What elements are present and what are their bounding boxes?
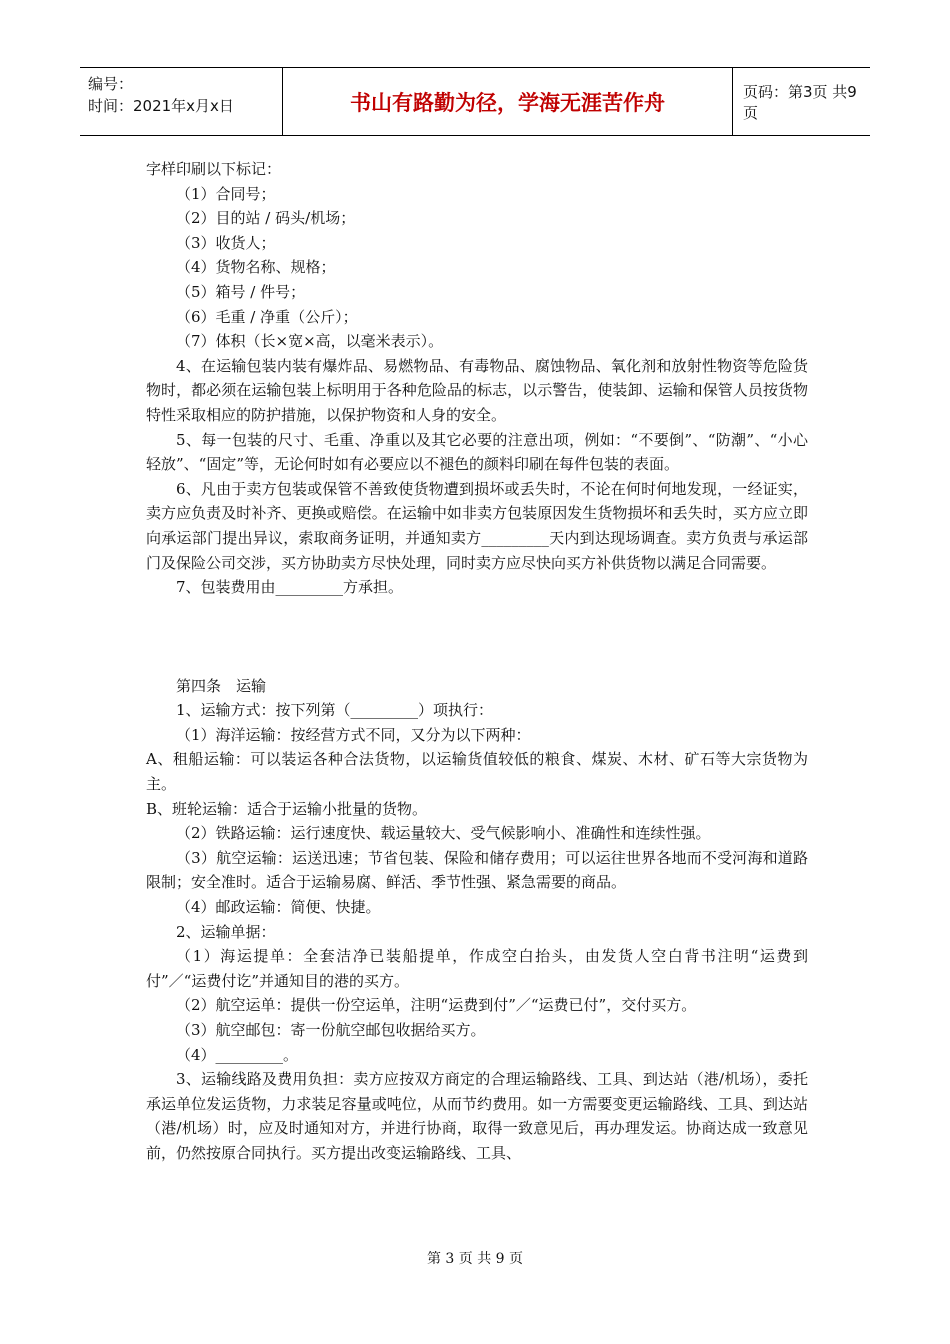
- header-page-indicator: 页码：第3页 共9页: [743, 82, 857, 122]
- list-item: （4）邮政运输：简便、快捷。: [176, 898, 381, 917]
- paragraph-packing-cost: 7、包装费用由_________方承担。: [176, 578, 404, 597]
- paragraph-route-cost: 3、运输线路及费用负担：卖方应按双方商定的合理运输路线、工具、到达站（港/机场），委托承运单位发运货物，力求装足容量或吨位，从而节约费用。如一方需要变更运输路线、工具、到达站（港/机场）时，应及时通知对方，并进行协商，取得一致意见后，再办理发运。协商达成一致意见前，仍然按原合同执行。买方提出改变运输路线、工具、: [146, 1070, 808, 1162]
- list-item: （3）航空邮包：寄一份航空邮包收据给买方。: [176, 1021, 486, 1039]
- paragraph-marking-intro: 字样印刷以下标记：: [146, 160, 282, 178]
- list-item: （3）航空运输：运送迅速；节省包装、保险和储存费用；可以运往世界各地而不受河海和道路限制；安全准时。适合于运输易腐、鲜活、季节性强、紧急需要的商品。: [146, 848, 808, 892]
- list-item: （1）海运提单：全套洁净已装船提单，作成空白抬头，由发货人空白背书注明“运费到付”／“运费付讫”并通知目的港的买方。: [146, 947, 808, 990]
- paragraph-package-marking: 5、每一包装的尺寸、毛重、净重以及其它必要的注意出项，例如：“不要倒”、“防潮”、“小心轻放”、“固定”等，无论何时如有必要应以不褪色的颜料印刷在每件包装的表面。: [146, 430, 808, 474]
- list-item: （6）毛重 / 净重（公斤）；: [176, 307, 358, 326]
- document-date-label: 时间：2021年x月x日: [88, 97, 234, 115]
- list-item: （2）目的站 / 码头/机场；: [176, 209, 356, 228]
- header-meta: [80, 68, 283, 135]
- article-heading-transport: 第四条 运输: [176, 676, 267, 695]
- paragraph-dangerous-goods: 4、在运输包装内装有爆炸品、易燃物品、有毒物品、腐蚀物品、氧化剂和放射性物资等危险货物时，都必须在运输包装上标明用于各种危险品的标志，以示警告，使装卸、运输和保管人员按货物特性采取相应的防护措施，以保护物资和人身的安全。: [146, 356, 808, 424]
- list-item: （5）箱号 / 件号；: [176, 282, 306, 301]
- header-motto: 书山有路勤为径，学海无涯苦作舟: [283, 68, 733, 135]
- document-number-label: 编号：: [88, 75, 134, 93]
- paragraph-damage-liability: 6、凡由于卖方包装或保管不善致使货物遭到损坏或丢失时，不论在何时何地发现，一经证实，卖方应负责及时补齐、更换或赔偿。在运输中如非卖方包装原因发生货物损坏和丢失时，买方应立即向承运部门提出异议，索取商务证明，并通知卖方_________天内到达现场调查。卖方负责与承运部门及保险公司交涉，买方协助卖方尽快处理，同时卖方应尽快向买方补供货物以满足合同需要。: [146, 479, 808, 572]
- list-item: （1）合同号；: [176, 184, 276, 203]
- paragraph-transport-documents: 2、运输单据：: [176, 922, 276, 941]
- page-footer: 第 3 页 共 9 页: [426, 1251, 524, 1267]
- list-item: （2）航空运单：提供一份空运单，注明“运费到付”／“运费已付”，交付买方。: [176, 996, 697, 1015]
- document-body: [146, 157, 808, 1166]
- paragraph-transport-mode: 1、运输方式：按下列第（_________）项执行：: [176, 701, 494, 720]
- list-item: （1）海洋运输：按经营方式不同，又分为以下两种：: [176, 725, 531, 744]
- list-item: （3）收货人；: [176, 233, 276, 252]
- section-spacer: [146, 600, 808, 674]
- page-header: [80, 67, 870, 136]
- list-item: （4）_________。: [176, 1045, 299, 1064]
- list-item: B、班轮运输：适合于运输小批量的货物。: [146, 799, 428, 818]
- list-item: （4）货物名称、规格；: [176, 258, 336, 277]
- list-item: A、租船运输：可以装运各种合法货物，以运输货值较低的粮食、煤炭、木材、矿石等大宗货物为主。: [146, 750, 808, 794]
- list-item: （7）体积（长×宽×高，以毫米表示）。: [176, 332, 444, 351]
- list-item: （2）铁路运输：运行速度快、载运量较大、受气候影响小、准确性和连续性强。: [176, 824, 711, 843]
